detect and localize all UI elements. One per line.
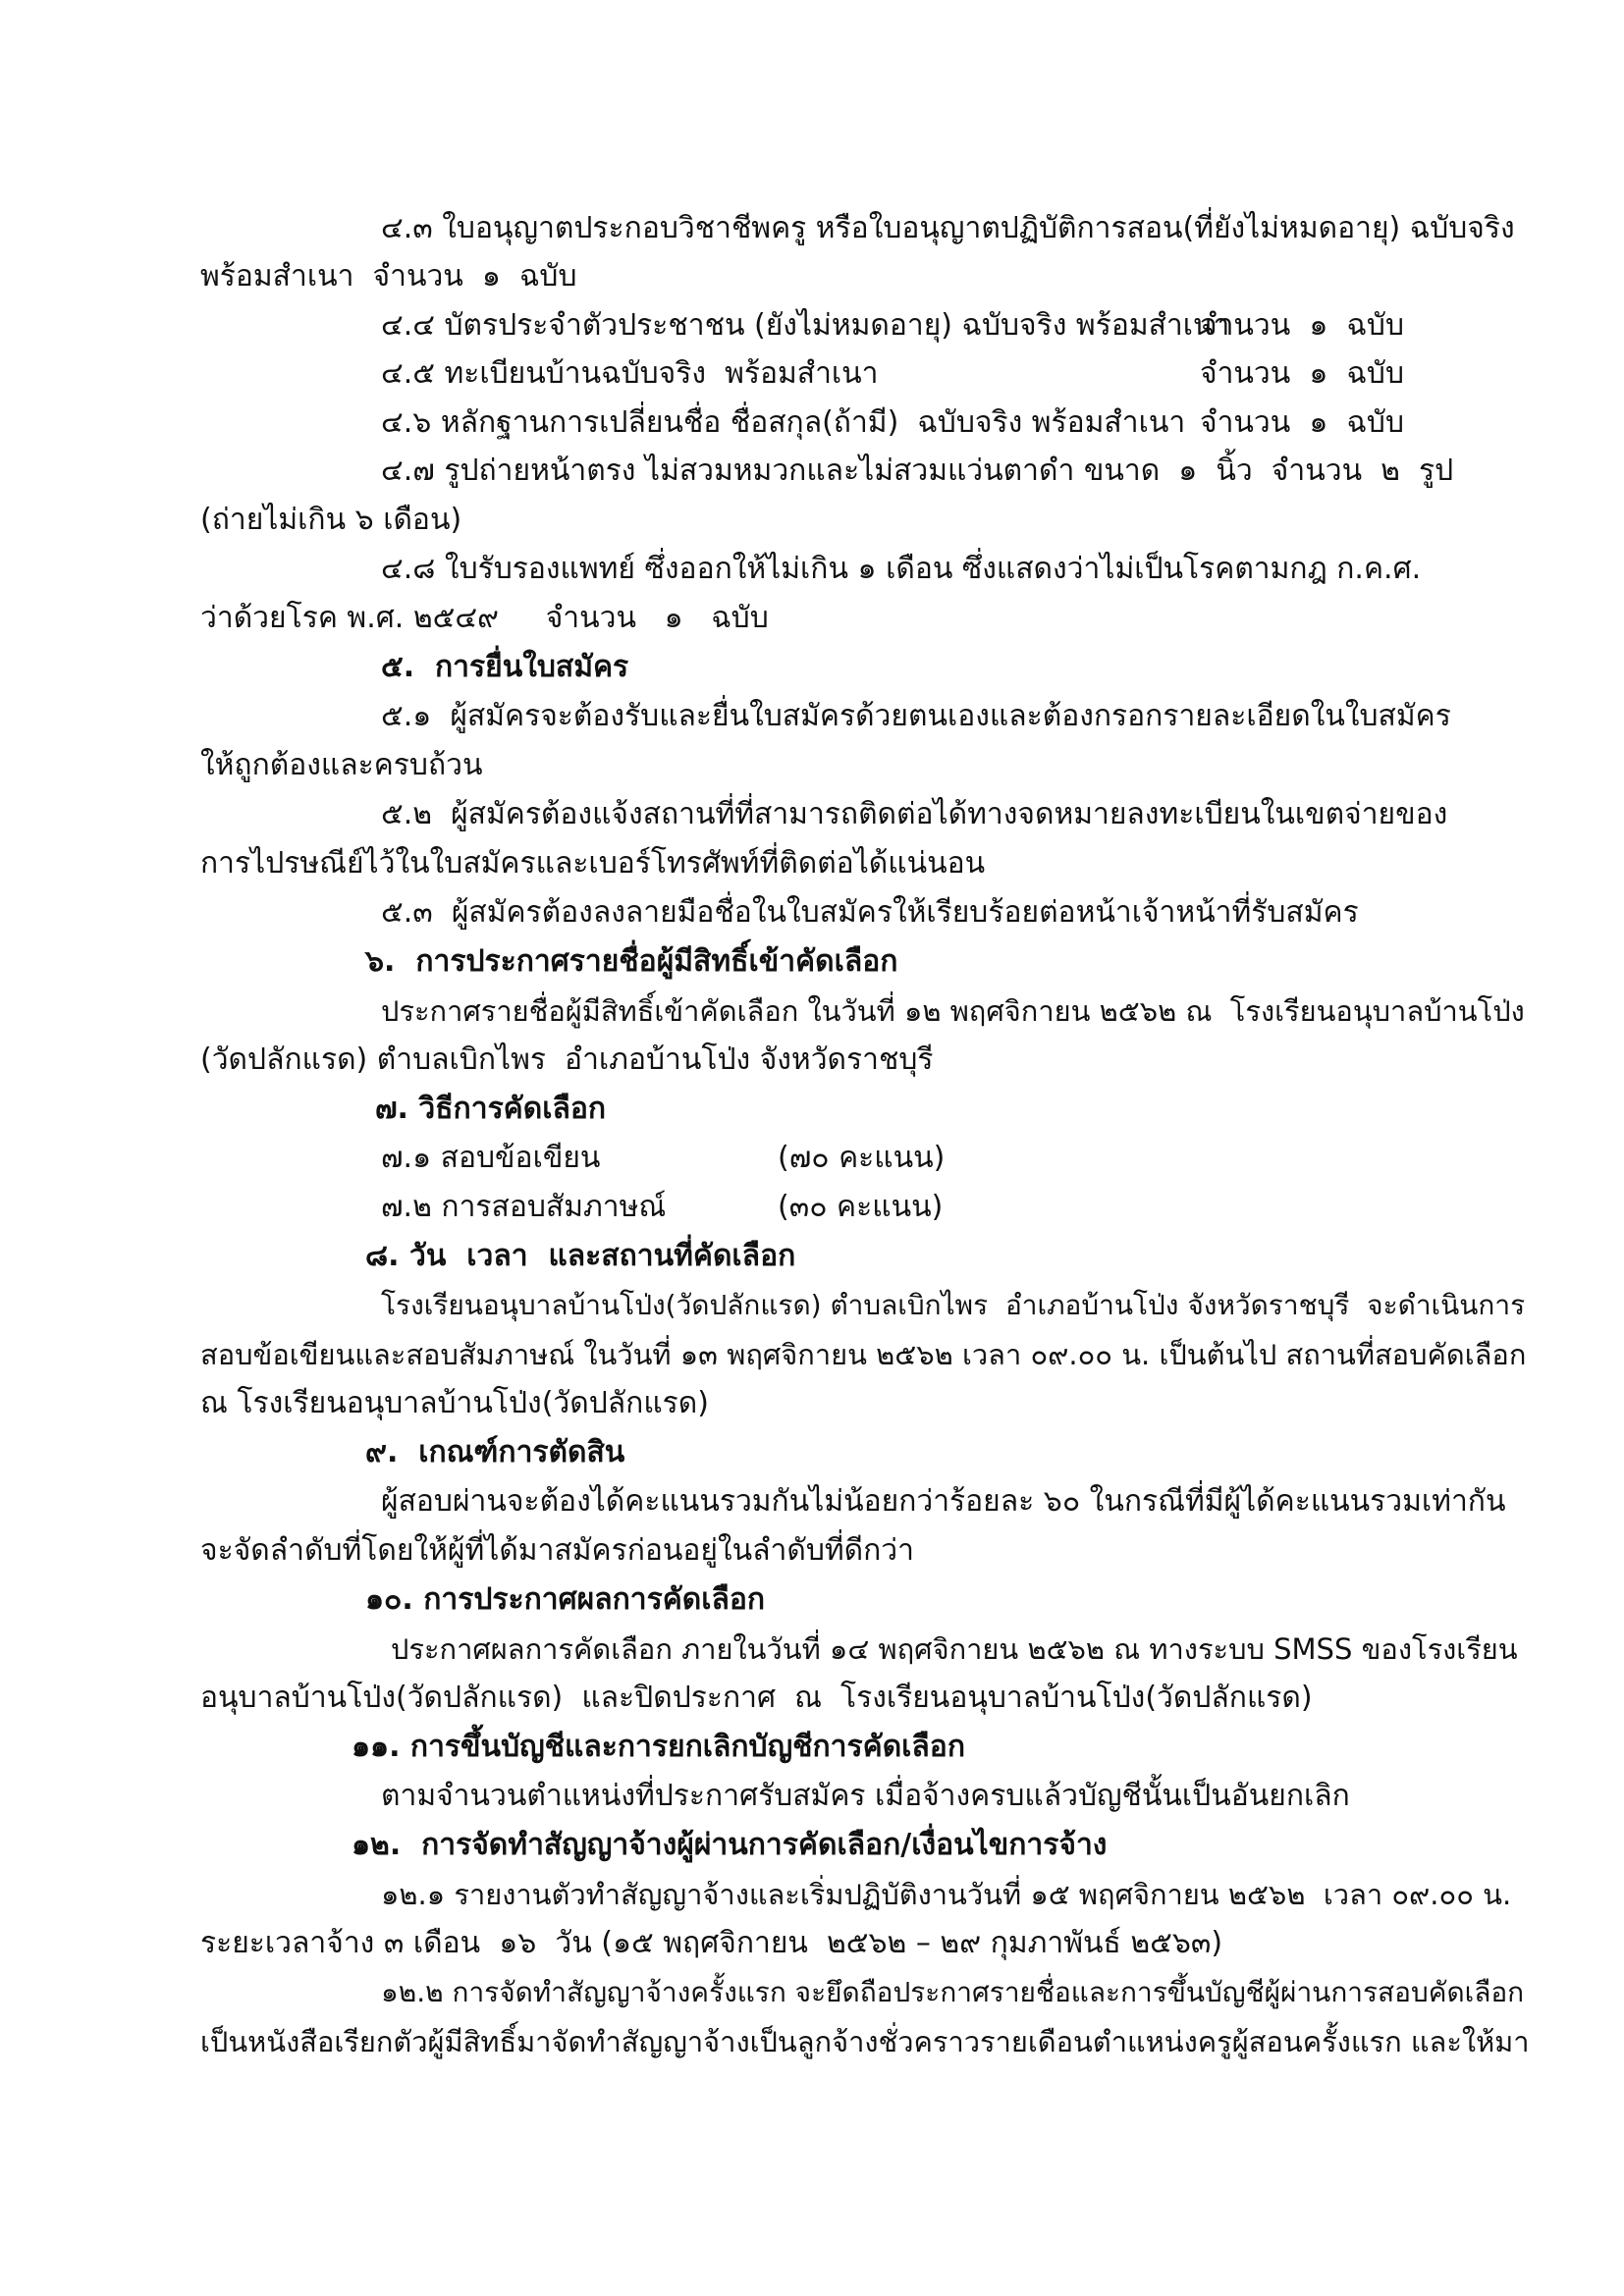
item-12-2-line-2: เป็นหนังสือเรียกตัวผู้มีสิทธิ์มาจัดทำสัญญาจ้างเป็นลูกจ้างชั่วคราวรายเดือนตำแหน่งครูผู้สอนครั้งแรก และให้มา (200, 2025, 1530, 2058)
item-4-8-line-2: ว่าด้วยโรค พ.ศ. ๒๕๔๙ จำนวน ๑ ฉบับ (200, 601, 769, 635)
item-5-1-line-1: ๕.๑ ผู้สมัครจะต้องรับและยื่นใบสมัครด้วยตนเองและต้องกรอกรายละเอียดในใบสมัคร (381, 699, 1451, 733)
section-9-heading: ๙. เกณฑ์การตัดสิน (365, 1435, 625, 1469)
item-4-3-line-1: ๔.๓ ใบอนุญาตประกอบวิชาชีพครู หรือใบอนุญาตปฏิบัติการสอน(ที่ยังไม่หมดอายุ) ฉบับจริง (381, 211, 1515, 245)
item-4-7-line-2: (ถ่ายไม่เกิน ๖ เดือน) (200, 503, 462, 537)
section-10-line-1: ประกาศผลการคัดเลือก ภายในวันที่ ๑๔ พฤศจิกายน ๒๕๖๒ ณ ทางระบบ SMSS ของโรงเรียน (391, 1632, 1518, 1666)
item-12-1-line-1: ๑๒.๑ รายงานตัวทำสัญญาจ้างและเริ่มปฏิบัติงานวันที่ ๑๕ พฤศจิกายน ๒๕๖๒ เวลา ๐๙.๐๐ น. (381, 1878, 1512, 1911)
item-4-5-quantity: จำนวน ๑ ฉบับ (1200, 356, 1404, 391)
item-4-3-line-2: พร้อมสำเนา จำนวน ๑ ฉบับ (200, 259, 577, 294)
item-4-4-quantity: จำนวน ๑ ฉบับ (1200, 308, 1404, 343)
item-5-3-text: ๕.๓ ผู้สมัครต้องลงลายมือชื่อในใบสมัครให้เรียบร้อยต่อหน้าเจ้าหน้าที่รับสมัคร (381, 895, 1359, 930)
section-8-line-2: สอบข้อเขียนและสอบสัมภาษณ์ ในวันที่ ๑๓ พฤศจิกายน ๒๕๖๒ เวลา ๐๙.๐๐ น. เป็นต้นไป สถานที่สอบคัดเลือก (200, 1338, 1527, 1371)
section-11-heading: ๑๑. การขึ้นบัญชีและการยกเลิกบัญชีการคัดเลือก (352, 1730, 965, 1764)
item-4-7-line-1: ๔.๗ รูปถ่ายหน้าตรง ไม่สวมหมวกและไม่สวมแว่นตาดำ ขนาด ๑ นิ้ว จำนวน ๒ รูป (381, 454, 1454, 488)
section-5-heading: ๕. การยื่นใบสมัคร (381, 650, 629, 684)
item-7-1-score: (๗๐ คะแนน) (778, 1141, 946, 1175)
section-8-line-3: ณ โรงเรียนอนุบาลบ้านโป่ง(วัดปลักแรด) (200, 1386, 709, 1420)
section-6-line-1: ประกาศรายชื่อผู้มีสิทธิ์เข้าคัดเลือก ในวันที่ ๑๒ พฤศจิกายน ๒๕๖๒ ณ โรงเรียนอนุบาลบ้านโป่ง (381, 994, 1525, 1028)
item-4-8-line-1: ๔.๘ ใบรับรองแพทย์ ซึ่งออกให้ไม่เกิน ๑ เดือน ซึ่งแสดงว่าไม่เป็นโรคตามกฎ ก.ค.ศ. (381, 552, 1422, 586)
item-12-2-line-1: ๑๒.๒ การจัดทำสัญญาจ้างครั้งแรก จะยึดถือประกาศรายชื่อและการขึ้นบัญชีผู้ผ่านการสอบคัดเลือก (381, 1976, 1525, 2008)
item-7-1-label: ๗.๑ สอบข้อเขียน (381, 1141, 601, 1175)
section-6-line-2: (วัดปลักแรด) ตำบลเบิกไพร อำเภอบ้านโป่ง จังหวัดราชบุรี (200, 1042, 934, 1077)
section-10-line-2: อนุบาลบ้านโป่ง(วัดปลักแรด) และปิดประกาศ ณ โรงเรียนอนุบาลบ้านโป่ง(วัดปลักแรด) (200, 1681, 1313, 1715)
section-9-line-2: จะจัดลำดับที่โดยให้ผู้ที่ได้มาสมัครก่อนอยู่ในลำดับที่ดีกว่า (200, 1533, 915, 1568)
item-5-2-line-2: การไปรษณีย์ไว้ในใบสมัครและเบอร์โทรศัพท์ที่ติดต่อได้แน่นอน (200, 846, 986, 881)
section-8-heading: ๘. วัน เวลา และสถานที่คัดเลือก (365, 1239, 796, 1273)
section-8-line-1: โรงเรียนอนุบาลบ้านโป่ง(วัดปลักแรด) ตำบลเบิกไพร อำเภอบ้านโป่ง จังหวัดราชบุรี จะดำเนินการ (381, 1289, 1526, 1321)
item-5-2-line-1: ๕.๒ ผู้สมัครต้องแจ้งสถานที่ที่สามารถติดต่อได้ทางจดหมายลงทะเบียนในเขตจ่ายของ (381, 797, 1448, 831)
item-4-4-text: ๔.๔ บัตรประจำตัวประชาชน (ยังไม่หมดอายุ) ฉบับจริง พร้อมสำเนา (381, 308, 1230, 343)
item-4-5-text: ๔.๕ ทะเบียนบ้านฉบับจริง พร้อมสำเนา (381, 356, 879, 391)
item-7-2-score: (๓๐ คะแนน) (778, 1190, 944, 1224)
item-12-1-line-2: ระยะเวลาจ้าง ๓ เดือน ๑๖ วัน (๑๕ พฤศจิกายน ๒๕๖๒ – ๒๙ กุมภาพันธ์ ๒๕๖๓) (200, 1926, 1223, 1960)
section-10-heading: ๑๐. การประกาศผลการคัดเลือก (365, 1582, 766, 1617)
section-12-heading: ๑๒. การจัดทำสัญญาจ้างผู้ผ่านการคัดเลือก/เงื่อนไขการจ้าง (352, 1828, 1108, 1862)
item-7-2-label: ๗.๒ การสอบสัมภาษณ์ (381, 1190, 667, 1224)
item-4-6-quantity: จำนวน ๑ ฉบับ (1200, 405, 1404, 440)
item-5-1-line-2: ให้ถูกต้องและครบถ้วน (200, 748, 483, 782)
section-9-line-1: ผู้สอบผ่านจะต้องได้คะแนนรวมกันไม่น้อยกว่าร้อยละ ๖๐ ในกรณีที่มีผู้ได้คะแนนรวมเท่ากัน (381, 1484, 1506, 1519)
section-6-heading: ๖. การประกาศรายชื่อผู้มีสิทธิ์เข้าคัดเลือก (365, 944, 898, 979)
item-4-6-text: ๔.๖ หลักฐานการเปลี่ยนชื่อ ชื่อสกุล(ถ้ามี) ฉบับจริง พร้อมสำเนา (381, 405, 1186, 440)
section-11-line-1: ตามจำนวนตำแหน่งที่ประกาศรับสมัคร เมื่อจ้างครบแล้วบัญชีนั้นเป็นอันยกเลิก (381, 1779, 1350, 1813)
section-7-heading: ๗. วิธีการคัดเลือก (375, 1092, 607, 1126)
